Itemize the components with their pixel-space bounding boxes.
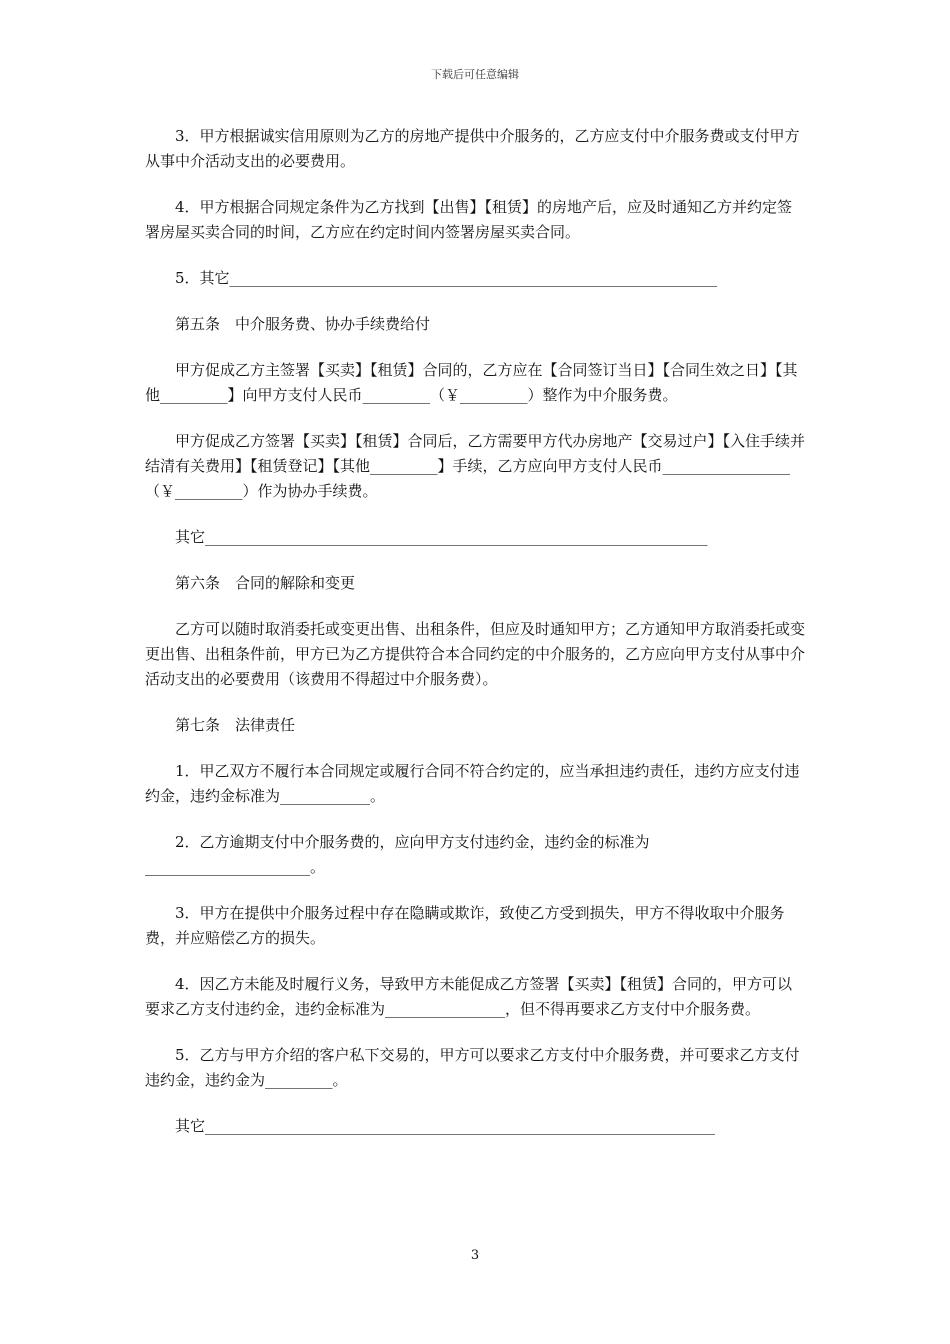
article-7-item-5: 5．乙方与甲方介绍的客户私下交易的，甲方可以要求乙方支付中介服务费，并可要求乙方支付违约金，违约金为_________。: [145, 1046, 800, 1089]
article-7-heading: 第七条 法律责任: [175, 716, 296, 734]
clause-4-item-3: 3．甲方根据诚实信用原则为乙方的房地产提供中介服务的，乙方应支付中介服务费或支付甲方从事中介活动支出的必要费用。: [145, 127, 800, 170]
article-5-handling-fee: 甲方促成乙方签署【买卖】【租赁】合同后，乙方需要甲方代办房地产【交易过户】【入住手续并结清有关费用】【租赁登记】【其他_________】手续，乙方应向甲方支付人民币_________________（￥_________）作为协办手续费。: [145, 432, 806, 500]
article-7-other: 其它____________________________________________________________________: [175, 1117, 716, 1135]
article-7-item-2: 2．乙方逾期支付中介服务费的，应向甲方支付违约金，违约金的标准为______________________。: [145, 833, 650, 876]
page-header: 下载后可任意编辑: [431, 68, 519, 81]
article-6-heading: 第六条 合同的解除和变更: [175, 574, 356, 592]
page-number: 3: [470, 1248, 480, 1263]
article-5-heading: 第五条 中介服务费、协办手续费给付: [175, 315, 431, 333]
clause-4-item-4: 4．甲方根据合同规定条件为乙方找到【出售】【租赁】的房地产后，应及时通知乙方并约定签署房屋买卖合同的时间，乙方应在约定时间内签署房屋买卖合同。: [145, 198, 793, 241]
article-6-body: 乙方可以随时取消委托或变更出售、出租条件，但应及时通知甲方；乙方通知甲方取消委托或变更出售、出租条件前，甲方已为乙方提供符合本合同约定的中介服务的，乙方应向甲方支付从事中介活动支出的必要费用（该费用不得超过中介服务费）。: [145, 620, 806, 688]
article-7-item-4: 4．因乙方未能及时履行义务，导致甲方未能促成乙方签署【买卖】【租赁】合同的，甲方可以要求乙方支付违约金，违约金标准为________________，但不得再要求乙方支付中介服务费。: [145, 975, 793, 1018]
article-5-other: 其它___________________________________________________________________: [175, 528, 708, 546]
clause-4-item-5: 5．其它_________________________________________________________________: [175, 269, 718, 287]
article-7-item-3: 3．甲方在提供中介服务过程中存在隐瞒或欺诈，致使乙方受到损失，甲方不得收取中介服务费，并应赔偿乙方的损失。: [145, 904, 785, 947]
article-7-item-1: 1．甲乙双方不履行本合同规定或履行合同不符合约定的，应当承担违约责任，违约方应支付违约金，违约金标准为____________。: [145, 762, 800, 805]
document-body: [145, 124, 805, 1160]
article-5-service-fee: 甲方促成乙方主签署【买卖】【租赁】合同的，乙方应在【合同签订当日】【合同生效之日】【其他_________】向甲方支付人民币_________（￥_________）整作为中介服务费。: [145, 361, 798, 404]
